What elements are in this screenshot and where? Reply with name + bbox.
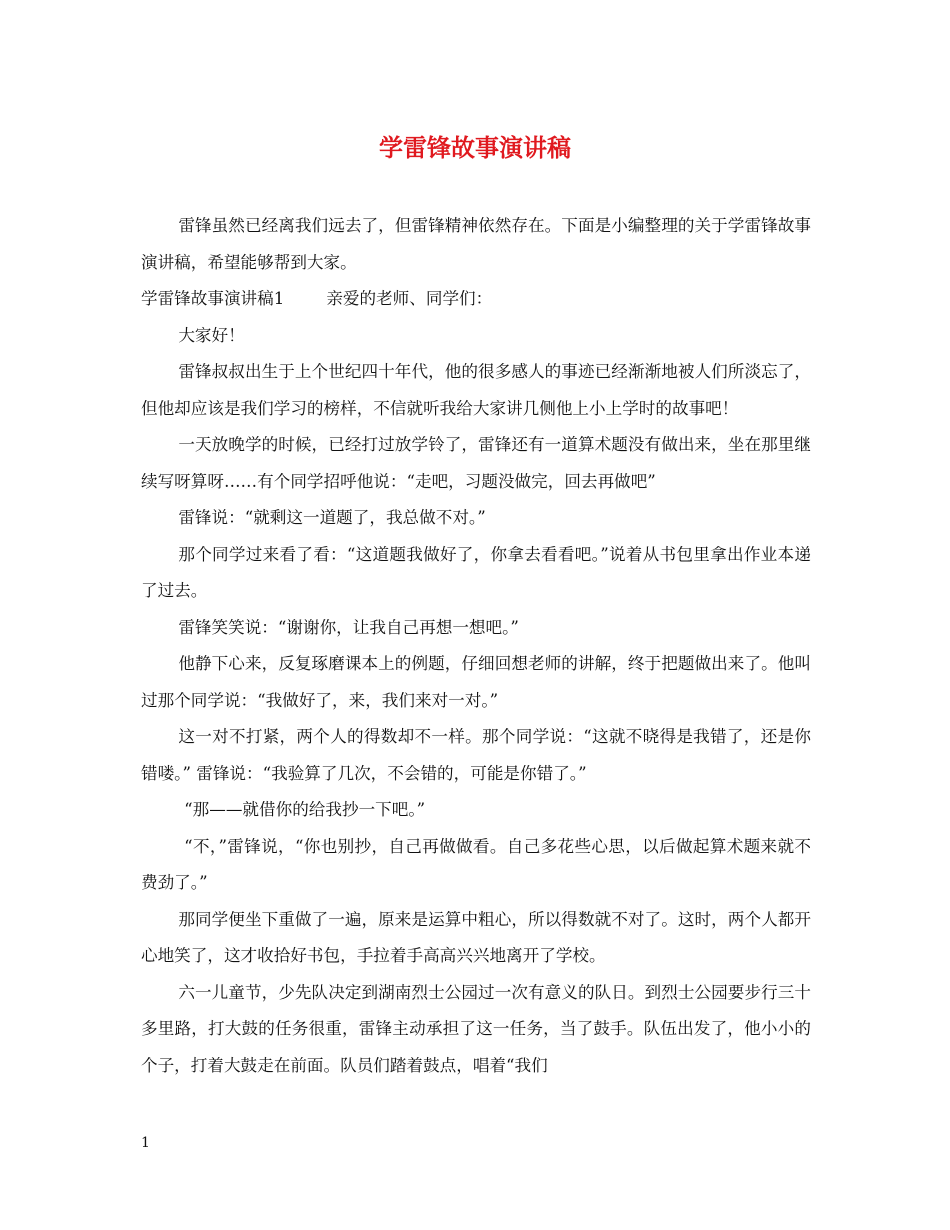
- body-paragraph: 他静下心来，反复琢磨课本上的例题，仔细回想老师的讲解，终于把题做出来了。他叫过那个同学说：“我做好了，来，我们来对一对。”: [141, 654, 811, 710]
- section-heading-line: [141, 281, 811, 318]
- body-paragraph: 雷锋笑笑说：“谢谢你，让我自己再想一想吧。”: [178, 617, 519, 637]
- body-paragraph: 大家好！: [178, 325, 245, 345]
- page-number: 1: [141, 1135, 150, 1151]
- document-body: [141, 208, 811, 1084]
- body-paragraph: 一天放晚学的时候，已经打过放学铃了，雷锋还有一道算术题没有做出来，坐在那里继续写呀算呀……有个同学招呼他说：“走吧，习题没做完，回去再做吧”: [141, 435, 811, 491]
- body-paragraph: 这一对不打紧，两个人的得数却不一样。那个同学说：“这就不晓得是我错了，还是你错喽。” 雷锋说：“我验算了几次，不会错的，可能是你错了。”: [141, 727, 811, 783]
- section-label: 学雷锋故事演讲稿1: [141, 289, 285, 308]
- body-paragraph: 雷锋叔叔出生于上个世纪四十年代，他的很多感人的事迹已经渐渐地被人们所淡忘了，但他却应该是我们学习的榜样，不信就听我给大家讲几侧他上小上学时的故事吧！: [141, 362, 811, 418]
- body-paragraph: 那同学便坐下重做了一遍，原来是运算中粗心，所以得数就不对了。这时，两个人都开心地笑了，这才收拾好书包，手拉着手高高兴兴地离开了学校。: [141, 909, 811, 965]
- body-paragraph: “不，”雷锋说，“你也别抄，自己再做做看。自己多花些心思，以后做起算术题来就不费劲了。”: [141, 836, 811, 892]
- body-paragraph: 雷锋说：“就剩这一道题了，我总做不对。”: [178, 508, 486, 527]
- document-title: 学雷锋故事演讲稿: [379, 133, 571, 162]
- body-paragraph: 六一儿童节，少先队决定到湖南烈士公园过一次有意义的队日。到烈士公园要步行三十多里路，打大鼓的任务很重，雷锋主动承担了这一任务，当了鼓手。队伍出发了，他小小的个子，打着大鼓走在前面。队员们踏着鼓点，唱着“我们: [141, 982, 811, 1075]
- salutation: 亲爱的老师、同学们：: [326, 289, 493, 308]
- body-paragraph: 那个同学过来看了看：“这道题我做好了，你拿去看看吧。”说着从书包里拿出作业本递了过去。: [141, 544, 811, 600]
- body-paragraph: “那——就借你的给我抄一下吧。”: [184, 800, 426, 819]
- intro-paragraph: 雷锋虽然已经离我们远去了，但雷锋精神依然存在。下面是小编整理的关于学雷锋故事演讲稿，希望能够帮到大家。: [141, 216, 811, 272]
